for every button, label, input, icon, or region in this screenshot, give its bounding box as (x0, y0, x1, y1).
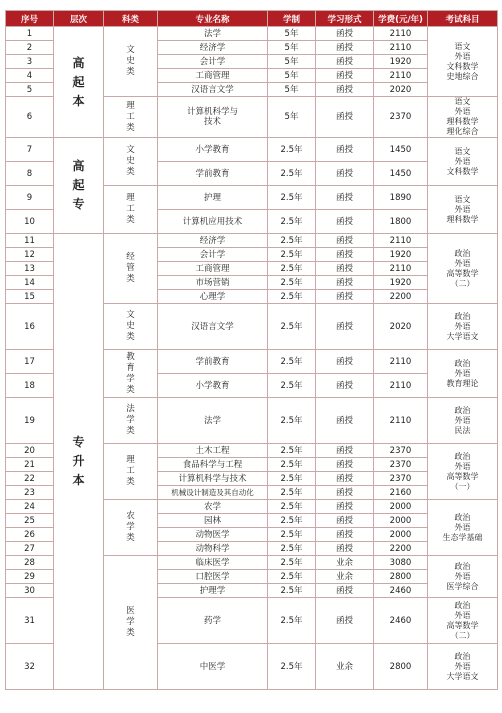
tuition-fee: 2110 (374, 234, 428, 248)
major-name-text: 中医学 (199, 661, 226, 672)
major-name (158, 514, 268, 528)
duration: 5年 (268, 69, 316, 83)
exam-subjects-cell (428, 598, 498, 644)
exam-subjects-text: 政治 外语 教育理论 (446, 358, 479, 388)
category-label: 文史类 (126, 45, 135, 77)
exam-subjects-cell (428, 138, 498, 186)
row-index: 19 (6, 398, 54, 444)
major-name-text: 机械设计制造及其自动化 (171, 487, 254, 497)
study-form: 函授 (316, 458, 374, 472)
tuition-fee: 1920 (374, 55, 428, 69)
study-form: 业余 (316, 644, 374, 690)
row-index: 10 (6, 210, 54, 234)
category-label: 理工类 (126, 100, 135, 133)
major-name (158, 55, 268, 69)
exam-subjects-text: 政治 外语 大学语文 (446, 311, 479, 341)
duration: 2.5年 (268, 262, 316, 276)
row-index: 22 (6, 472, 54, 486)
tuition-fee: 2020 (374, 304, 428, 350)
tuition-fee: 1450 (374, 138, 428, 162)
major-name (158, 41, 268, 55)
row-index: 13 (6, 262, 54, 276)
study-form: 函授 (316, 248, 374, 262)
level-label: 高起本 (72, 55, 85, 108)
major-name-text: 口腔医学 (195, 571, 230, 582)
category-cell (104, 444, 158, 500)
major-name-text: 土木工程 (195, 445, 230, 456)
duration: 2.5年 (268, 248, 316, 262)
row-index: 29 (6, 570, 54, 584)
major-name (158, 290, 268, 304)
category-cell (104, 350, 158, 398)
tuition-fee: 2370 (374, 458, 428, 472)
tuition-fee: 2110 (374, 27, 428, 41)
row-index: 8 (6, 162, 54, 186)
exam-subjects-text: 语文 外语 理科数学 理化综合 (446, 97, 479, 136)
major-name (158, 234, 268, 248)
study-form: 函授 (316, 472, 374, 486)
row-index: 26 (6, 528, 54, 542)
tuition-fee: 2370 (374, 97, 428, 138)
category-label: 医学类 (126, 606, 135, 638)
header-category: 科类 (104, 11, 158, 27)
enrollment-table-sheet (5, 10, 497, 708)
study-form: 函授 (316, 83, 374, 97)
duration: 2.5年 (268, 570, 316, 584)
major-name (158, 486, 268, 500)
study-form: 函授 (316, 276, 374, 290)
exam-subjects-cell (428, 186, 498, 234)
major-name (158, 27, 268, 41)
duration: 2.5年 (268, 528, 316, 542)
major-name (158, 97, 268, 138)
major-name-text: 园林 (203, 515, 221, 526)
study-form: 函授 (316, 97, 374, 138)
major-name (158, 83, 268, 97)
duration: 2.5年 (268, 598, 316, 644)
row-index: 7 (6, 138, 54, 162)
study-form: 函授 (316, 304, 374, 350)
major-name (158, 598, 268, 644)
header-fee: 学费(元/年) (374, 11, 428, 27)
study-form: 函授 (316, 598, 374, 644)
exam-subjects-text: 政治 外语 大学语文 (446, 651, 479, 681)
study-form: 函授 (316, 398, 374, 444)
tuition-fee: 1920 (374, 276, 428, 290)
exam-subjects-text: 政治 外语 医学综合 (446, 561, 479, 591)
row-index: 3 (6, 55, 54, 69)
major-name-text: 会计学 (199, 249, 226, 260)
tuition-fee: 2200 (374, 290, 428, 304)
major-name-text: 护理学 (199, 585, 226, 596)
major-name (158, 248, 268, 262)
tuition-fee: 1890 (374, 186, 428, 210)
study-form: 函授 (316, 374, 374, 398)
study-form: 函授 (316, 162, 374, 186)
table-row (6, 234, 498, 248)
level-label: 专升本 (72, 435, 85, 487)
duration: 5年 (268, 83, 316, 97)
duration: 2.5年 (268, 374, 316, 398)
category-cell (104, 556, 158, 690)
major-name-text: 会计学 (199, 56, 226, 67)
level-label: 高起专 (72, 159, 85, 211)
row-index: 32 (6, 644, 54, 690)
header-exam-subjects: 考试科目 (428, 11, 498, 27)
tuition-fee: 3080 (374, 556, 428, 570)
exam-subjects-text: 政治 外语 民法 (454, 405, 471, 435)
exam-subjects-cell (428, 97, 498, 138)
row-index: 6 (6, 97, 54, 138)
tuition-fee: 2000 (374, 514, 428, 528)
major-name (158, 472, 268, 486)
header-study-form: 学习形式 (316, 11, 374, 27)
study-form: 函授 (316, 210, 374, 234)
major-name-text: 学前教育 (195, 356, 230, 367)
table-row (6, 138, 498, 162)
duration: 2.5年 (268, 644, 316, 690)
duration: 2.5年 (268, 514, 316, 528)
duration: 5年 (268, 55, 316, 69)
major-name-text: 护理 (203, 192, 221, 203)
row-index: 21 (6, 458, 54, 472)
major-name (158, 374, 268, 398)
duration: 2.5年 (268, 186, 316, 210)
tuition-fee: 2000 (374, 528, 428, 542)
table-body (6, 27, 498, 690)
study-form: 函授 (316, 55, 374, 69)
duration: 2.5年 (268, 138, 316, 162)
row-index: 9 (6, 186, 54, 210)
major-name (158, 276, 268, 290)
major-name-text: 小学教育 (195, 144, 230, 155)
major-name-text: 动物科学 (195, 543, 230, 554)
row-index: 5 (6, 83, 54, 97)
row-index: 4 (6, 69, 54, 83)
study-form: 函授 (316, 41, 374, 55)
major-name-text: 动物医学 (195, 529, 230, 540)
tuition-fee: 2460 (374, 584, 428, 598)
major-name (158, 162, 268, 186)
level-cell (54, 138, 104, 234)
row-index: 11 (6, 234, 54, 248)
enrollment-table (5, 10, 498, 690)
tuition-fee: 2460 (374, 598, 428, 644)
exam-subjects-cell (428, 304, 498, 350)
category-label: 经管类 (126, 252, 135, 284)
duration: 2.5年 (268, 398, 316, 444)
row-index: 14 (6, 276, 54, 290)
major-name-text: 汉语言文学 (191, 321, 234, 332)
major-name (158, 500, 268, 514)
duration: 2.5年 (268, 556, 316, 570)
major-name-text: 农学 (203, 501, 221, 512)
category-label: 农学类 (126, 511, 135, 543)
header-duration: 学制 (268, 11, 316, 27)
major-name (158, 458, 268, 472)
study-form: 函授 (316, 234, 374, 248)
major-name-text: 药学 (203, 615, 221, 626)
exam-subjects-cell (428, 234, 498, 304)
category-label: 文史类 (126, 145, 135, 177)
exam-subjects-cell (428, 350, 498, 398)
row-index: 23 (6, 486, 54, 500)
major-name (158, 444, 268, 458)
major-name (158, 584, 268, 598)
tuition-fee: 1450 (374, 162, 428, 186)
major-name-text: 小学教育 (195, 380, 230, 391)
study-form: 函授 (316, 27, 374, 41)
tuition-fee: 2370 (374, 444, 428, 458)
tuition-fee: 2110 (374, 262, 428, 276)
study-form: 函授 (316, 138, 374, 162)
tuition-fee: 2110 (374, 374, 428, 398)
major-name-text: 经济学 (199, 42, 226, 53)
major-name (158, 186, 268, 210)
exam-subjects-text: 语文 外语 理科数学 (446, 194, 479, 224)
study-form: 函授 (316, 486, 374, 500)
row-index: 27 (6, 542, 54, 556)
exam-subjects-text: 政治 外语 高等数学 （二） (446, 600, 479, 640)
duration: 2.5年 (268, 444, 316, 458)
tuition-fee: 2200 (374, 542, 428, 556)
study-form: 函授 (316, 290, 374, 304)
tuition-fee: 2370 (374, 472, 428, 486)
category-label: 法学类 (126, 404, 135, 436)
exam-subjects-text: 政治 外语 生态学基础 (442, 512, 483, 542)
major-name (158, 556, 268, 570)
duration: 2.5年 (268, 276, 316, 290)
major-name-text: 工商管理 (195, 263, 230, 274)
duration: 2.5年 (268, 234, 316, 248)
study-form: 函授 (316, 500, 374, 514)
exam-subjects-text: 语文 外语 文科数学 (446, 146, 479, 176)
study-form: 函授 (316, 542, 374, 556)
tuition-fee: 2110 (374, 350, 428, 374)
tuition-fee: 2000 (374, 500, 428, 514)
study-form: 业余 (316, 570, 374, 584)
major-name-text: 法学 (203, 28, 221, 39)
study-form: 业余 (316, 556, 374, 570)
duration: 5年 (268, 27, 316, 41)
level-cell (54, 234, 104, 690)
major-name (158, 542, 268, 556)
duration: 2.5年 (268, 304, 316, 350)
duration: 5年 (268, 41, 316, 55)
exam-subjects-cell (428, 644, 498, 690)
row-index: 20 (6, 444, 54, 458)
major-name-text: 计算机科学与 技术 (186, 107, 238, 127)
duration: 5年 (268, 97, 316, 138)
major-name (158, 528, 268, 542)
row-index: 18 (6, 374, 54, 398)
category-label: 教育学类 (126, 351, 135, 395)
tuition-fee: 2110 (374, 398, 428, 444)
major-name (158, 210, 268, 234)
major-name-text: 临床医学 (195, 557, 230, 568)
exam-subjects-cell (428, 444, 498, 500)
major-name-text: 法学 (203, 415, 221, 426)
category-cell (104, 304, 158, 350)
tuition-fee: 1800 (374, 210, 428, 234)
row-index: 28 (6, 556, 54, 570)
row-index: 31 (6, 598, 54, 644)
major-name (158, 644, 268, 690)
study-form: 函授 (316, 444, 374, 458)
tuition-fee: 2800 (374, 570, 428, 584)
major-name-text: 工商管理 (195, 70, 230, 81)
major-name-text: 汉语言文学 (191, 84, 234, 95)
duration: 2.5年 (268, 350, 316, 374)
tuition-fee: 2110 (374, 69, 428, 83)
exam-subjects-text: 语文 外语 文科数学 史地综合 (446, 41, 479, 81)
major-name (158, 138, 268, 162)
study-form: 函授 (316, 262, 374, 276)
exam-subjects-cell (428, 27, 498, 97)
tuition-fee: 2160 (374, 486, 428, 500)
duration: 2.5年 (268, 210, 316, 234)
category-cell (104, 398, 158, 444)
major-name (158, 570, 268, 584)
major-name (158, 304, 268, 350)
duration: 2.5年 (268, 290, 316, 304)
duration: 2.5年 (268, 486, 316, 500)
exam-subjects-text: 政治 外语 高等数学 （二） (446, 248, 479, 288)
row-index: 25 (6, 514, 54, 528)
category-label: 理工类 (126, 193, 135, 225)
category-cell (104, 138, 158, 186)
study-form: 函授 (316, 528, 374, 542)
table-row (6, 27, 498, 41)
major-name (158, 69, 268, 83)
study-form: 函授 (316, 350, 374, 374)
row-index: 1 (6, 27, 54, 41)
category-label: 理工类 (126, 455, 135, 487)
duration: 2.5年 (268, 162, 316, 186)
row-index: 12 (6, 248, 54, 262)
row-index: 2 (6, 41, 54, 55)
category-cell (104, 186, 158, 234)
duration: 2.5年 (268, 458, 316, 472)
major-name-text: 心理学 (199, 291, 226, 302)
study-form: 函授 (316, 584, 374, 598)
category-cell (104, 27, 158, 97)
row-index: 30 (6, 584, 54, 598)
row-index: 15 (6, 290, 54, 304)
exam-subjects-cell (428, 398, 498, 444)
major-name-text: 计算机应用技术 (182, 216, 243, 227)
category-label: 文史类 (126, 310, 135, 342)
major-name-text: 计算机科学与技术 (178, 473, 247, 484)
study-form: 函授 (316, 69, 374, 83)
exam-subjects-cell (428, 556, 498, 598)
major-name (158, 398, 268, 444)
major-name (158, 262, 268, 276)
duration: 2.5年 (268, 584, 316, 598)
tuition-fee: 2110 (374, 41, 428, 55)
study-form: 函授 (316, 514, 374, 528)
header-index: 序号 (6, 11, 54, 27)
exam-subjects-text: 政治 外语 高等数学 （一） (446, 451, 479, 491)
level-cell (54, 27, 104, 138)
row-index: 24 (6, 500, 54, 514)
header-row (6, 11, 498, 27)
tuition-fee: 1920 (374, 248, 428, 262)
major-name (158, 350, 268, 374)
duration: 2.5年 (268, 500, 316, 514)
major-name-text: 市场营销 (195, 277, 230, 288)
exam-subjects-cell (428, 500, 498, 556)
category-cell (104, 500, 158, 556)
major-name-text: 学前教育 (195, 168, 230, 179)
row-index: 16 (6, 304, 54, 350)
duration: 2.5年 (268, 542, 316, 556)
tuition-fee: 2800 (374, 644, 428, 690)
header-major: 专业名称 (158, 11, 268, 27)
category-cell (104, 234, 158, 304)
category-cell (104, 97, 158, 138)
major-name-text: 经济学 (199, 235, 226, 246)
duration: 2.5年 (268, 472, 316, 486)
tuition-fee: 2020 (374, 83, 428, 97)
major-name-text: 食品科学与工程 (182, 459, 243, 470)
study-form: 函授 (316, 186, 374, 210)
row-index: 17 (6, 350, 54, 374)
header-level: 层次 (54, 11, 104, 27)
